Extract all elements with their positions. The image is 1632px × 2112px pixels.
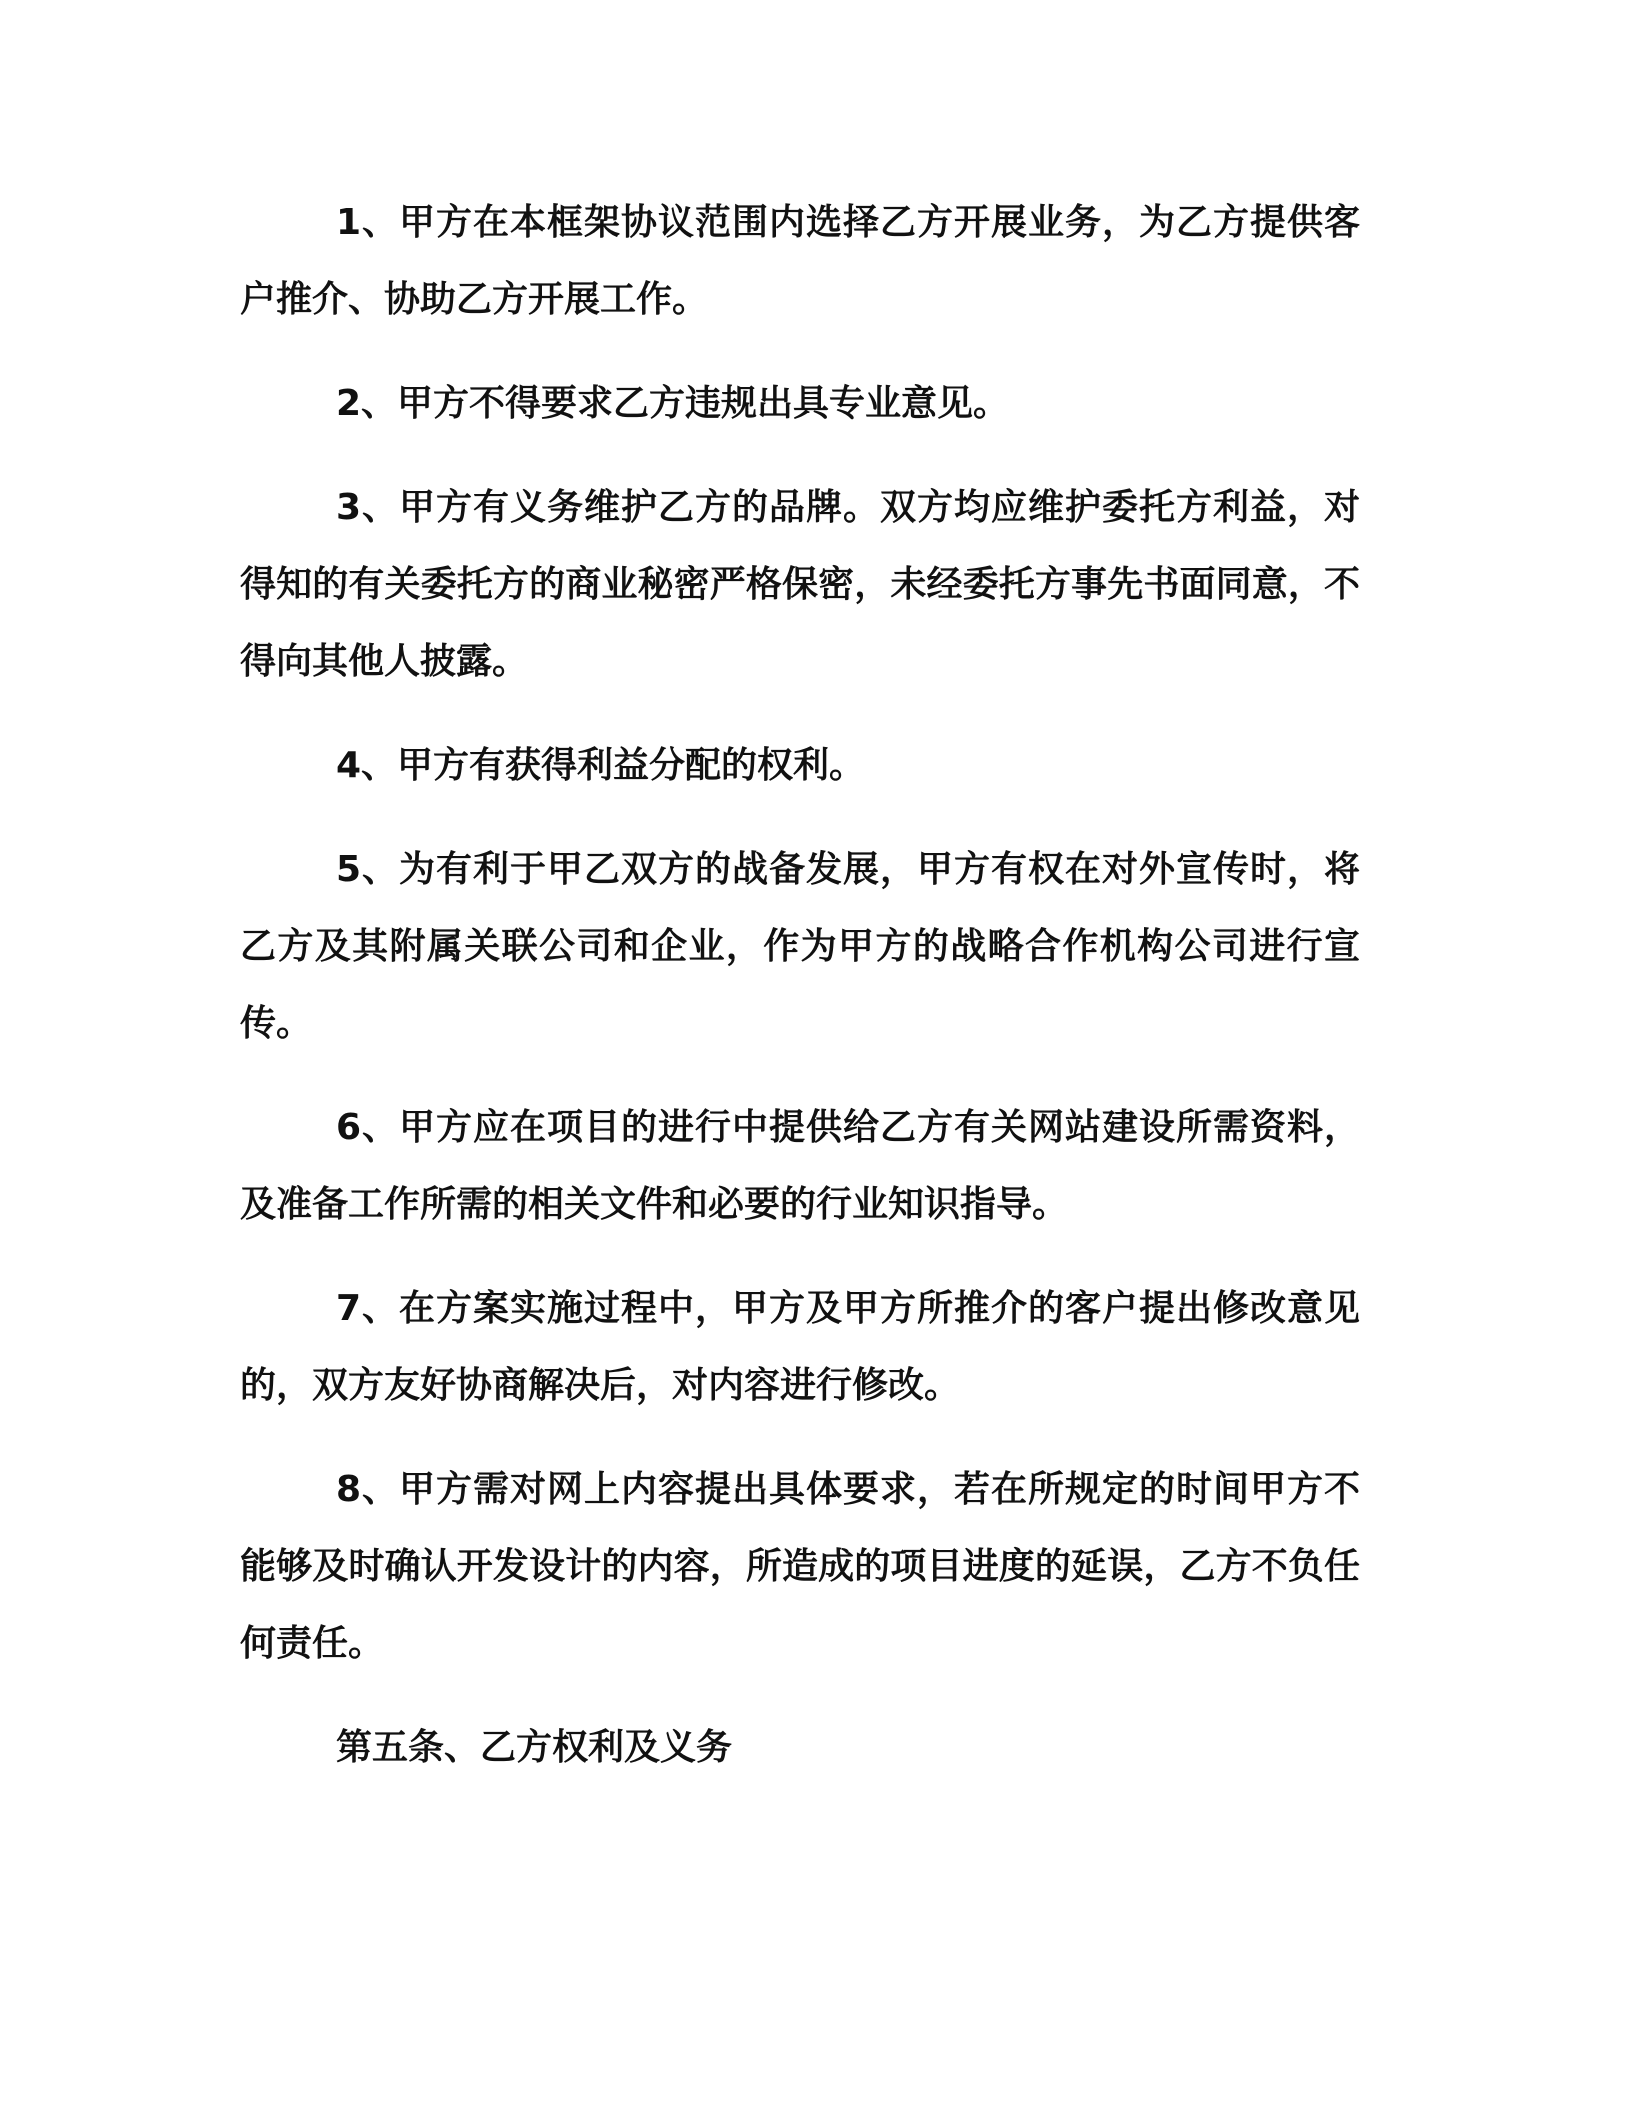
clause-5: 5、为有利于甲乙双方的战备发展，甲方有权在对外宣传时，将乙方及其附属关联公司和企业，作为甲方的战略合作机构公司进行宣传。	[240, 849, 1360, 1044]
document-body	[240, 184, 1360, 1786]
clause-1: 1、甲方在本框架协议范围内选择乙方开展业务，为乙方提供客户推介、协助乙方开展工作。	[240, 202, 1360, 320]
clause-2: 2、甲方不得要求乙方违规出具专业意见。	[336, 383, 1010, 424]
clause-8: 8、甲方需对网上内容提出具体要求，若在所规定的时间甲方不能够及时确认开发设计的内容，所造成的项目进度的延误，乙方不负任何责任。	[240, 1469, 1360, 1664]
section-heading: 第五条、乙方权利及义务	[336, 1727, 733, 1768]
clause-7: 7、在方案实施过程中，甲方及甲方所推介的客户提出修改意见的，双方友好协商解决后，对内容进行修改。	[240, 1288, 1360, 1406]
clause-3: 3、甲方有义务维护乙方的品牌。双方均应维护委托方利益，对得知的有关委托方的商业秘密严格保密，未经委托方事先书面同意，不得向其他人披露。	[240, 487, 1360, 682]
clause-4: 4、甲方有获得利益分配的权利。	[336, 745, 866, 786]
clause-6: 6、甲方应在项目的进行中提供给乙方有关网站建设所需资料，及准备工作所需的相关文件和必要的行业知识指导。	[240, 1107, 1360, 1225]
